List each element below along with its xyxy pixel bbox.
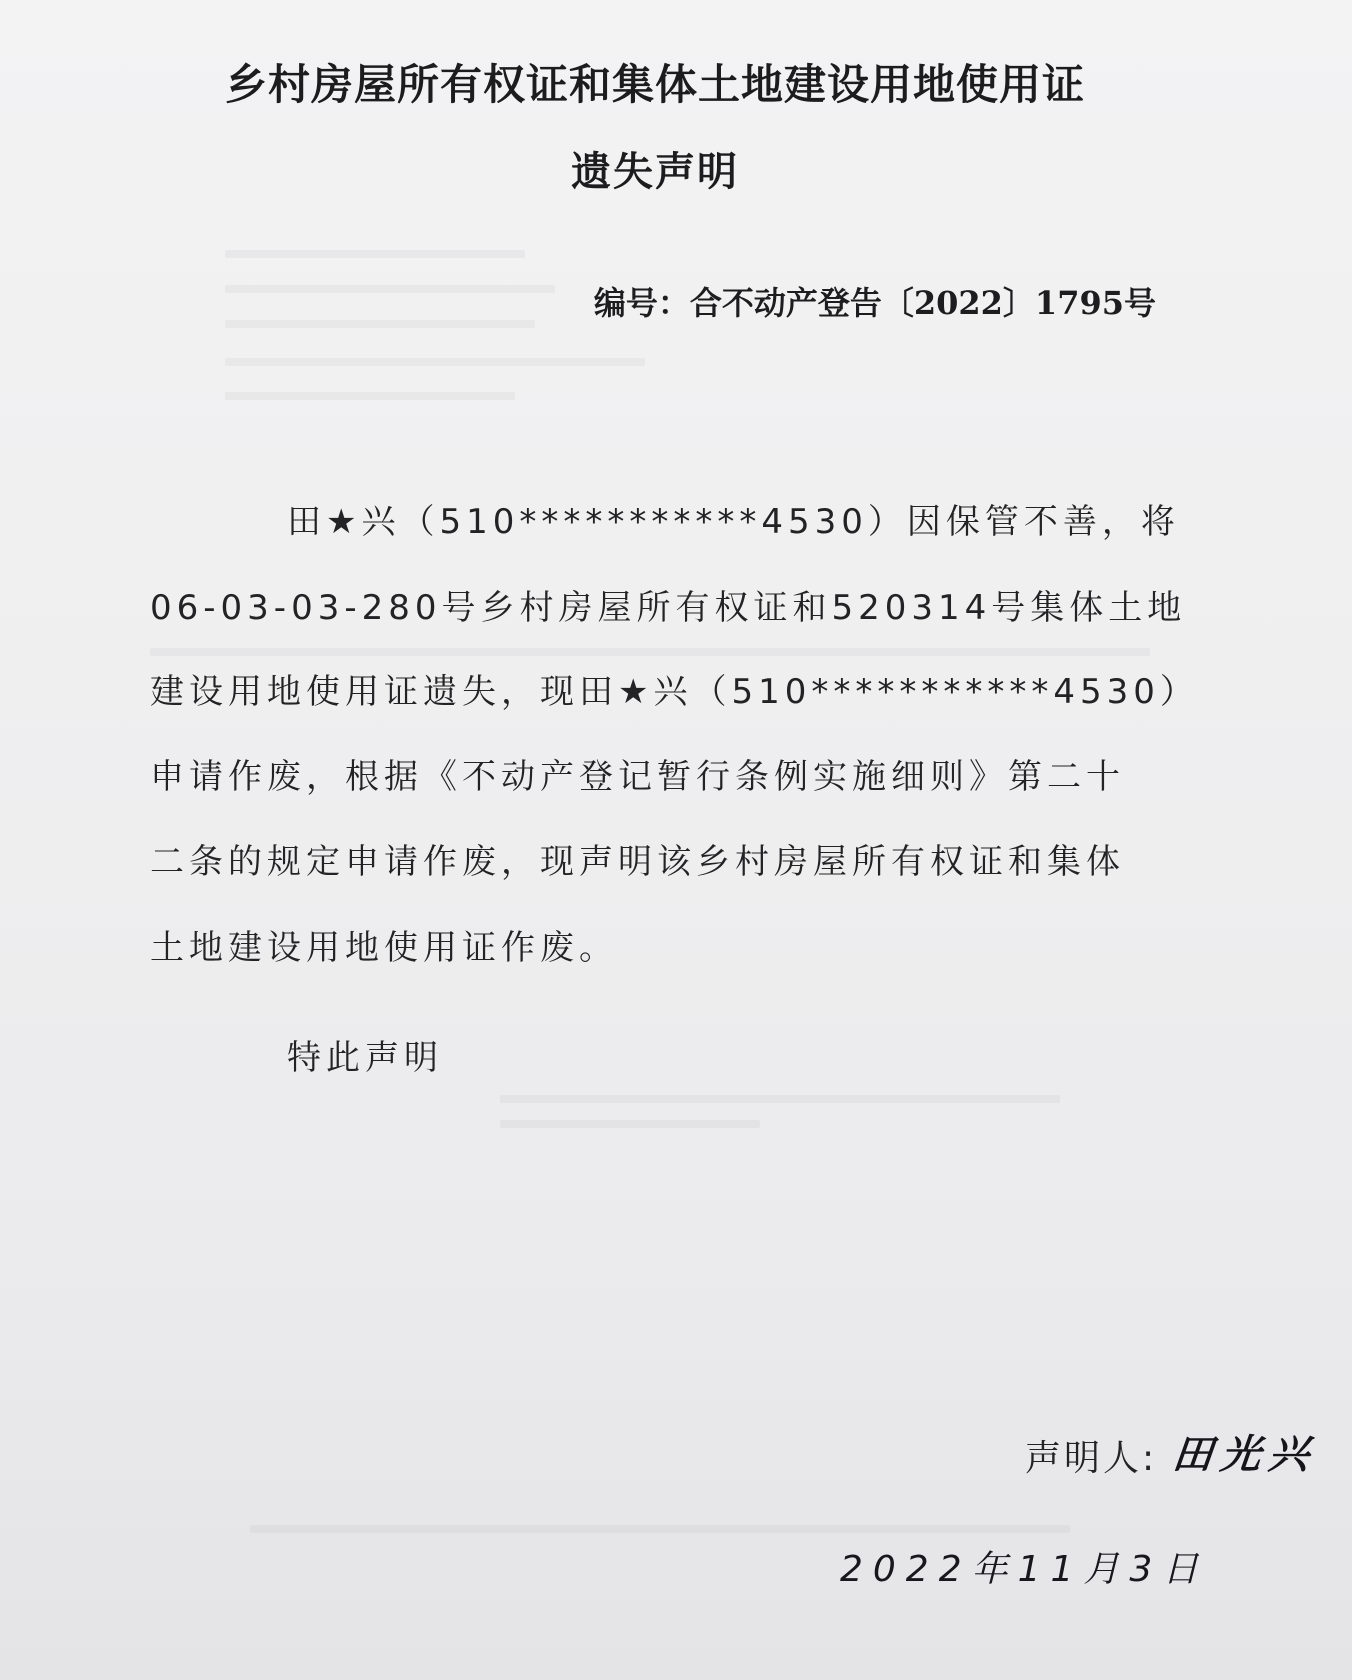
document-title: 乡村房屋所有权证和集体土地建设用地使用证	[224, 60, 1085, 109]
bleed-through-mark	[225, 285, 555, 293]
document-number: 编号：合不动产登告〔2022〕1795号	[593, 284, 1156, 322]
bleed-through-mark	[225, 250, 525, 258]
body-paragraph-line: 建设用地使用证遗失，现田★兴（510***********4530）	[150, 672, 1199, 712]
bleed-through-mark	[225, 320, 535, 328]
bleed-through-mark	[500, 1095, 1060, 1103]
bleed-through-mark	[225, 392, 515, 400]
handwritten-signature: 田光兴	[1170, 1432, 1320, 1478]
body-paragraph-line: 申请作废，根据《不动产登记暂行条例实施细则》第二十	[150, 757, 1125, 797]
body-paragraph-line: 田★兴（510***********4530）因保管不善，将	[287, 502, 1180, 542]
bleed-through-mark	[150, 648, 1150, 656]
handwritten-date: 2022年11月3日	[840, 1549, 1209, 1590]
declarant-label: 声明人:	[1025, 1438, 1158, 1479]
body-paragraph-line: 土地建设用地使用证作废。	[150, 928, 618, 968]
body-paragraph-line: 06-03-03-280号乡村房屋所有权证和520314号集体土地	[150, 588, 1187, 628]
bleed-through-mark	[500, 1120, 760, 1128]
body-paragraph-line: 二条的规定申请作废，现声明该乡村房屋所有权证和集体	[150, 842, 1125, 882]
bleed-through-mark	[225, 358, 645, 366]
bleed-through-mark	[250, 1525, 1070, 1533]
document-subtitle: 遗失声明	[571, 148, 739, 195]
closing-statement: 特此声明	[287, 1038, 443, 1078]
